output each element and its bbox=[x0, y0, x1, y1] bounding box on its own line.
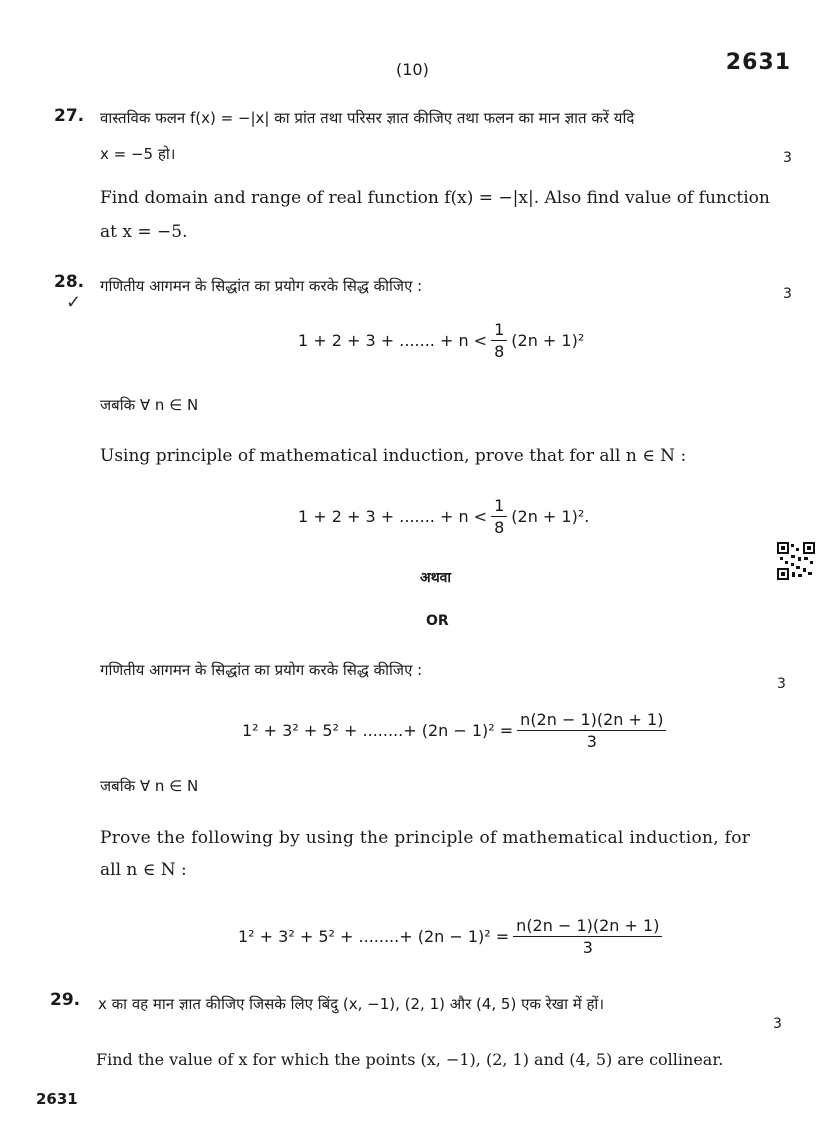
fraction-numerator: 1 bbox=[491, 320, 507, 341]
equation-1-rhs: (2n + 1)² bbox=[511, 331, 585, 350]
question-28-marks: 3 bbox=[783, 286, 792, 302]
question-29-marks: 3 bbox=[773, 1016, 782, 1032]
fraction-numerator: n(2n − 1)(2n + 1) bbox=[517, 710, 666, 731]
equation-2-fraction bbox=[491, 496, 507, 537]
question-27-number: 27. bbox=[54, 106, 85, 126]
paper-code-header: 2631 bbox=[725, 50, 791, 75]
question-27-hindi-line1: वास्तविक फलन f(x) = −|x| का प्रांत तथा परिसर ज्ञात कीजिए तथा फलन का मान ज्ञात करें यदि bbox=[100, 109, 635, 127]
equation-1 bbox=[298, 320, 584, 361]
fraction-numerator: 1 bbox=[491, 496, 507, 517]
fraction-denominator: 8 bbox=[494, 518, 505, 537]
alt-english-line1: Prove the following by using the principle of mathematical induction, for bbox=[100, 828, 751, 848]
paper-code-footer: 2631 bbox=[36, 1090, 78, 1108]
where-clause-1: जबकि ∀ n ∈ N bbox=[100, 396, 199, 414]
equation-3 bbox=[242, 710, 670, 751]
alt-english-line2: all n ∈ N : bbox=[100, 860, 187, 880]
equation-4-lhs: 1² + 3² + 5² + ........+ (2n − 1)² = bbox=[238, 927, 510, 946]
equation-1-lhs: 1 + 2 + 3 + ....... + n < bbox=[298, 331, 488, 350]
question-28-number: 28. bbox=[54, 272, 85, 292]
question-27-hindi-line2: x = −5 हो। bbox=[100, 145, 176, 163]
or-english: OR bbox=[426, 613, 449, 629]
alt-hindi-intro: गणितीय आगमन के सिद्धांत का प्रयोग करके सिद्ध कीजिए : bbox=[100, 661, 423, 679]
equation-2-rhs: (2n + 1)². bbox=[511, 507, 590, 526]
equation-2-lhs: 1 + 2 + 3 + ....... + n < bbox=[298, 507, 488, 526]
question-29-english: Find the value of x for which the points (x, −1), (2, 1) and (4, 5) are collinear. bbox=[96, 1050, 724, 1069]
fraction-denominator: 3 bbox=[582, 938, 593, 957]
question-29-hindi: x का वह मान ज्ञात कीजिए जिसके लिए बिंदु (x, −1), (2, 1) और (4, 5) एक रेखा में हों। bbox=[98, 995, 605, 1013]
tick-mark: ✓ bbox=[66, 292, 82, 313]
question-28-hindi-intro: गणितीय आगमन के सिद्धांत का प्रयोग करके सिद्ध कीजिए : bbox=[100, 277, 423, 295]
or-hindi: अथवा bbox=[420, 570, 452, 586]
page-number: (10) bbox=[396, 60, 429, 79]
equation-4 bbox=[238, 916, 666, 957]
question-27-english-line2: at x = −5. bbox=[100, 222, 188, 242]
question-29-number: 29. bbox=[50, 990, 81, 1010]
fraction-numerator: n(2n − 1)(2n + 1) bbox=[513, 916, 662, 937]
alt-marks: 3 bbox=[777, 676, 786, 692]
equation-3-lhs: 1² + 3² + 5² + ........+ (2n − 1)² = bbox=[242, 721, 514, 740]
qr-code-icon bbox=[777, 542, 815, 580]
equation-3-fraction bbox=[517, 710, 666, 751]
equation-4-fraction bbox=[513, 916, 662, 957]
equation-1-fraction bbox=[491, 320, 507, 361]
fraction-denominator: 3 bbox=[586, 732, 597, 751]
question-27-english-line1: Find domain and range of real function f(x) = −|x|. Also find value of function bbox=[100, 188, 770, 208]
question-28-english-intro: Using principle of mathematical induction, prove that for all n ∈ N : bbox=[100, 446, 687, 466]
question-27-marks: 3 bbox=[783, 150, 792, 166]
fraction-denominator: 8 bbox=[494, 342, 505, 361]
where-clause-2: जबकि ∀ n ∈ N bbox=[100, 777, 199, 795]
equation-2 bbox=[298, 496, 589, 537]
